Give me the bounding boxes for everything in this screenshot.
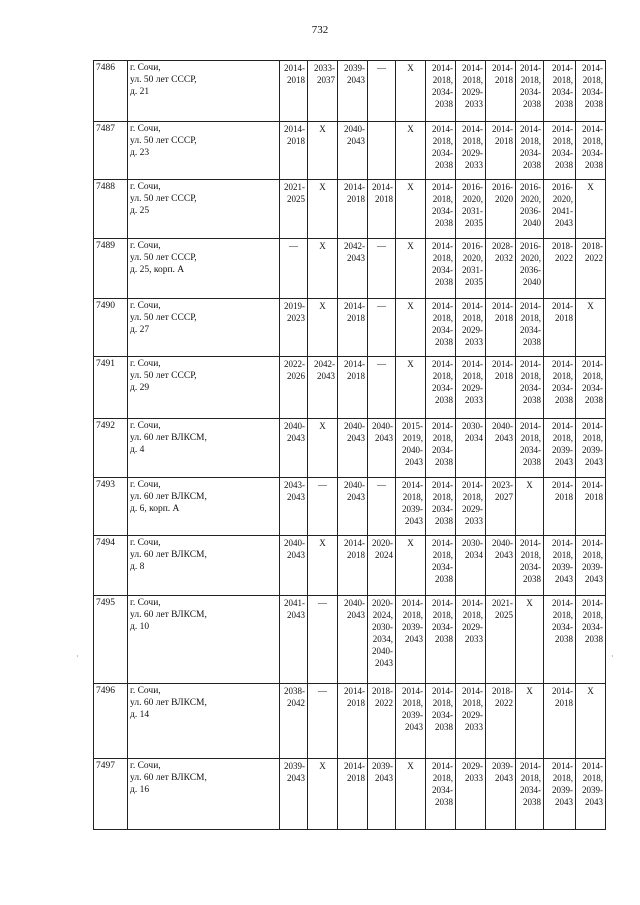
period-cell: 2018-2022 bbox=[486, 684, 516, 759]
period-cell: 2014-2018, 2034-2038 bbox=[516, 759, 544, 830]
address-line: д. 16 bbox=[130, 785, 150, 795]
period-cell: 2014-2018, 2034-2038 bbox=[426, 357, 456, 419]
address-line: д. 23 bbox=[130, 148, 150, 158]
address-line: г. Сочи, bbox=[130, 241, 161, 251]
period-cell: 2014-2018 bbox=[338, 684, 368, 759]
table-row bbox=[94, 684, 606, 759]
row-number: 7496 bbox=[94, 684, 128, 759]
period-cell: 2018-2022 bbox=[576, 239, 606, 299]
period-cell: 2014-2018, 2034-2038 bbox=[544, 596, 576, 684]
row-number: 7497 bbox=[94, 759, 128, 830]
period-cell: 2014-2018 bbox=[338, 357, 368, 419]
address-line: д. 29 bbox=[130, 383, 150, 393]
address-line: ул. 60 лет ВЛКСМ, bbox=[130, 492, 207, 502]
period-cell: 2014-2018, 2034-2038 bbox=[426, 478, 456, 536]
period-cell: 2014-2018, 2034-2038 bbox=[426, 122, 456, 180]
address-line: д. 14 bbox=[130, 710, 150, 720]
period-cell: 2014-2018, 2029-2033 bbox=[456, 596, 486, 684]
table-row bbox=[94, 180, 606, 239]
period-cell: 2014-2018, 2034-2038 bbox=[516, 357, 544, 419]
period-cell: X bbox=[308, 759, 338, 830]
period-cell: 2014-2018, 2034-2038 bbox=[426, 596, 456, 684]
period-cell: 2014-2018 bbox=[544, 684, 576, 759]
period-cell: — bbox=[308, 478, 338, 536]
address-line: д. 25, корп. А bbox=[130, 265, 185, 275]
period-cell: 2041-2043 bbox=[280, 596, 308, 684]
period-cell: 2020-2024, 2030-2034, 2040-2043 bbox=[368, 596, 396, 684]
period-cell: 2014-2018 bbox=[280, 61, 308, 122]
period-cell: 2014-2018, 2034-2038 bbox=[516, 299, 544, 357]
address-line: г. Сочи, bbox=[130, 63, 161, 73]
period-cell: 2020-2024 bbox=[368, 536, 396, 596]
period-cell: 2014-2018, 2039-2043 bbox=[544, 759, 576, 830]
row-number: 7493 bbox=[94, 478, 128, 536]
period-cell: X bbox=[308, 180, 338, 239]
address-line: г. Сочи, bbox=[130, 301, 161, 311]
address-line: г. Сочи, bbox=[130, 182, 161, 192]
period-cell: X bbox=[396, 357, 426, 419]
address-line: д. 25 bbox=[130, 206, 150, 216]
period-cell: 2014-2018 bbox=[486, 61, 516, 122]
period-cell: 2039-2043 bbox=[368, 759, 396, 830]
period-cell: X bbox=[308, 419, 338, 478]
address-line: д. 4 bbox=[130, 445, 145, 455]
address-cell bbox=[128, 239, 280, 299]
period-cell: X bbox=[308, 536, 338, 596]
period-cell: 2014-2018, 2034-2038 bbox=[426, 239, 456, 299]
period-cell: — bbox=[280, 239, 308, 299]
period-cell: 2028-2032 bbox=[486, 239, 516, 299]
period-cell: — bbox=[368, 299, 396, 357]
register-body bbox=[94, 61, 606, 830]
address-line: ул. 50 лет СССР, bbox=[130, 75, 197, 85]
table-row bbox=[94, 596, 606, 684]
period-cell: 2016-2020, 2036-2040 bbox=[516, 180, 544, 239]
address-line: ул. 50 лет СССР, bbox=[130, 136, 197, 146]
address-line: г. Сочи, bbox=[130, 124, 161, 134]
row-number: 7487 bbox=[94, 122, 128, 180]
period-cell: 2014-2018, 2034-2038 bbox=[576, 357, 606, 419]
period-cell: 2014-2018 bbox=[544, 478, 576, 536]
period-cell: 2016-2020 bbox=[486, 180, 516, 239]
address-cell bbox=[128, 122, 280, 180]
period-cell: X bbox=[308, 239, 338, 299]
period-cell: 2014-2018 bbox=[368, 180, 396, 239]
period-cell: 2014-2018, 2034-2038 bbox=[516, 419, 544, 478]
scan-mark-left: · bbox=[76, 652, 79, 661]
address-line: г. Сочи, bbox=[130, 480, 161, 490]
row-number: 7492 bbox=[94, 419, 128, 478]
address-line: ул. 60 лет ВЛКСМ, bbox=[130, 698, 207, 708]
table-row bbox=[94, 478, 606, 536]
period-cell: 2040-2043 bbox=[486, 536, 516, 596]
period-cell: 2016-2020, 2031-2035 bbox=[456, 180, 486, 239]
period-cell: 2014-2018, 2034-2038 bbox=[426, 299, 456, 357]
period-cell: X bbox=[396, 61, 426, 122]
period-cell: — bbox=[368, 61, 396, 122]
period-cell: 2014-2018, 2039-2043 bbox=[544, 536, 576, 596]
period-cell: — bbox=[368, 239, 396, 299]
period-cell: 2014-2018, 2039-2043 bbox=[576, 759, 606, 830]
address-line: д. 21 bbox=[130, 87, 150, 97]
period-cell: 2039-2043 bbox=[280, 759, 308, 830]
period-cell: 2014-2018, 2029-2033 bbox=[456, 122, 486, 180]
row-number: 7491 bbox=[94, 357, 128, 419]
period-cell: 2014-2018, 2029-2033 bbox=[456, 684, 486, 759]
period-cell: 2014-2018, 2039-2043 bbox=[396, 596, 426, 684]
table-row bbox=[94, 536, 606, 596]
row-number: 7495 bbox=[94, 596, 128, 684]
period-cell: 2014-2018, 2034-2038 bbox=[426, 180, 456, 239]
period-cell: 2014-2018, 2034-2038 bbox=[544, 357, 576, 419]
address-cell bbox=[128, 536, 280, 596]
period-cell: 2014-2018, 2034-2038 bbox=[544, 61, 576, 122]
address-line: ул. 50 лет СССР, bbox=[130, 371, 197, 381]
period-cell: 2014-2018 bbox=[544, 299, 576, 357]
period-cell: 2014-2018, 2034-2038 bbox=[426, 684, 456, 759]
period-cell: 2016-2020, 2031-2035 bbox=[456, 239, 486, 299]
address-cell bbox=[128, 684, 280, 759]
period-cell: 2014-2018 bbox=[486, 122, 516, 180]
period-cell: X bbox=[576, 180, 606, 239]
period-cell: X bbox=[516, 684, 544, 759]
period-cell: X bbox=[308, 122, 338, 180]
period-cell: 2014-2018, 2034-2038 bbox=[426, 61, 456, 122]
address-cell bbox=[128, 299, 280, 357]
table-row bbox=[94, 419, 606, 478]
period-cell: X bbox=[308, 299, 338, 357]
period-cell: 2014-2018, 2034-2038 bbox=[516, 122, 544, 180]
period-cell bbox=[368, 122, 396, 180]
period-cell: 2039-2043 bbox=[486, 759, 516, 830]
table-row bbox=[94, 61, 606, 122]
period-cell: 2014-2018, 2039-2043 bbox=[396, 684, 426, 759]
address-cell bbox=[128, 61, 280, 122]
period-cell: 2042-2043 bbox=[338, 239, 368, 299]
period-cell: 2014-2018, 2034-2038 bbox=[576, 596, 606, 684]
period-cell: 2040-2043 bbox=[486, 419, 516, 478]
period-cell: 2014-2018 bbox=[486, 357, 516, 419]
table-row bbox=[94, 299, 606, 357]
period-cell: 2014-2018 bbox=[338, 759, 368, 830]
period-cell: 2014-2018, 2034-2038 bbox=[576, 122, 606, 180]
period-cell: 2014-2018, 2039-2043 bbox=[576, 536, 606, 596]
row-number: 7489 bbox=[94, 239, 128, 299]
page-number: 732 bbox=[311, 24, 329, 36]
period-cell: 2014-2018, 2039-2043 bbox=[396, 478, 426, 536]
address-cell bbox=[128, 419, 280, 478]
address-line: г. Сочи, bbox=[130, 421, 161, 431]
table-row bbox=[94, 759, 606, 830]
period-cell: — bbox=[368, 478, 396, 536]
period-cell: 2038-2042 bbox=[280, 684, 308, 759]
period-cell: 2014-2018, 2034-2038 bbox=[544, 122, 576, 180]
period-cell: 2030-2034 bbox=[456, 536, 486, 596]
period-cell: 2040-2043 bbox=[280, 419, 308, 478]
address-line: ул. 60 лет ВЛКСМ, bbox=[130, 610, 207, 620]
address-line: г. Сочи, bbox=[130, 598, 161, 608]
period-cell: 2014-2018, 2034-2038 bbox=[426, 536, 456, 596]
address-line: д. 8 bbox=[130, 562, 145, 572]
row-number: 7488 bbox=[94, 180, 128, 239]
period-cell: 2019-2023 bbox=[280, 299, 308, 357]
period-cell: X bbox=[516, 478, 544, 536]
period-cell: 2014-2018, 2034-2038 bbox=[426, 759, 456, 830]
period-cell: X bbox=[396, 239, 426, 299]
period-cell: 2014-2018 bbox=[338, 299, 368, 357]
row-number: 7494 bbox=[94, 536, 128, 596]
address-cell bbox=[128, 759, 280, 830]
period-cell: 2014-2018, 2034-2038 bbox=[516, 61, 544, 122]
period-cell: 2040-2043 bbox=[338, 596, 368, 684]
period-cell: — bbox=[308, 596, 338, 684]
period-cell: 2014-2018, 2039-2043 bbox=[576, 419, 606, 478]
period-cell: X bbox=[396, 759, 426, 830]
period-cell: 2014-2018, 2029-2033 bbox=[456, 357, 486, 419]
period-cell: 2014-2018, 2034-2038 bbox=[516, 536, 544, 596]
period-cell: 2014-2018 bbox=[338, 536, 368, 596]
address-line: ул. 50 лет СССР, bbox=[130, 313, 197, 323]
period-cell: 2016-2020, 2041-2043 bbox=[544, 180, 576, 239]
address-line: ул. 50 лет СССР, bbox=[130, 194, 197, 204]
table-row bbox=[94, 239, 606, 299]
period-cell: X bbox=[516, 596, 544, 684]
period-cell: X bbox=[396, 299, 426, 357]
period-cell: — bbox=[368, 357, 396, 419]
period-cell: — bbox=[308, 684, 338, 759]
period-cell: 2018-2022 bbox=[368, 684, 396, 759]
period-cell: 2040-2043 bbox=[338, 419, 368, 478]
address-cell bbox=[128, 180, 280, 239]
address-line: ул. 60 лет ВЛКСМ, bbox=[130, 433, 207, 443]
period-cell: 2040-2043 bbox=[338, 122, 368, 180]
address-line: д. 6, корп. А bbox=[130, 504, 180, 514]
period-cell: 2029-2033 bbox=[456, 759, 486, 830]
period-cell: 2014-2018, 2034-2038 bbox=[576, 61, 606, 122]
period-cell: 2014-2018, 2029-2033 bbox=[456, 299, 486, 357]
period-cell: 2021-2025 bbox=[486, 596, 516, 684]
period-cell: 2040-2043 bbox=[280, 536, 308, 596]
register-table bbox=[93, 60, 606, 830]
period-cell: 2014-2018 bbox=[576, 478, 606, 536]
period-cell: 2014-2018 bbox=[338, 180, 368, 239]
period-cell: 2030-2034 bbox=[456, 419, 486, 478]
address-line: г. Сочи, bbox=[130, 761, 161, 771]
row-number: 7486 bbox=[94, 61, 128, 122]
table-row bbox=[94, 122, 606, 180]
address-line: д. 10 bbox=[130, 622, 150, 632]
period-cell: 2014-2018 bbox=[486, 299, 516, 357]
period-cell: 2018-2022 bbox=[544, 239, 576, 299]
period-cell: 2014-2018, 2029-2033 bbox=[456, 61, 486, 122]
address-line: д. 27 bbox=[130, 325, 150, 335]
period-cell: 2016-2020, 2036-2040 bbox=[516, 239, 544, 299]
period-cell: X bbox=[396, 180, 426, 239]
scan-mark-right: · bbox=[611, 652, 614, 661]
period-cell: 2040-2043 bbox=[338, 478, 368, 536]
address-line: г. Сочи, bbox=[130, 686, 161, 696]
row-number: 7490 bbox=[94, 299, 128, 357]
period-cell: 2022-2026 bbox=[280, 357, 308, 419]
address-cell bbox=[128, 478, 280, 536]
period-cell: 2014-2018, 2039-2043 bbox=[544, 419, 576, 478]
address-line: г. Сочи, bbox=[130, 538, 161, 548]
table-row bbox=[94, 357, 606, 419]
period-cell: 2039-2043 bbox=[338, 61, 368, 122]
address-line: г. Сочи, bbox=[130, 359, 161, 369]
address-line: ул. 60 лет ВЛКСМ, bbox=[130, 773, 207, 783]
period-cell: X bbox=[396, 122, 426, 180]
address-line: ул. 50 лет СССР, bbox=[130, 253, 197, 263]
address-cell bbox=[128, 596, 280, 684]
period-cell: X bbox=[576, 684, 606, 759]
period-cell: 2021-2025 bbox=[280, 180, 308, 239]
address-cell bbox=[128, 357, 280, 419]
period-cell: 2014-2018, 2029-2033 bbox=[456, 478, 486, 536]
period-cell: 2014-2018, 2034-2038 bbox=[426, 419, 456, 478]
period-cell: 2014-2018 bbox=[280, 122, 308, 180]
period-cell: X bbox=[576, 299, 606, 357]
address-line: ул. 60 лет ВЛКСМ, bbox=[130, 550, 207, 560]
period-cell: 2023-2027 bbox=[486, 478, 516, 536]
period-cell: 2042-2043 bbox=[308, 357, 338, 419]
period-cell: X bbox=[396, 536, 426, 596]
period-cell: 2043-2043 bbox=[280, 478, 308, 536]
period-cell: 2033-2037 bbox=[308, 61, 338, 122]
period-cell: 2040-2043 bbox=[368, 419, 396, 478]
period-cell: 2015-2019, 2040-2043 bbox=[396, 419, 426, 478]
